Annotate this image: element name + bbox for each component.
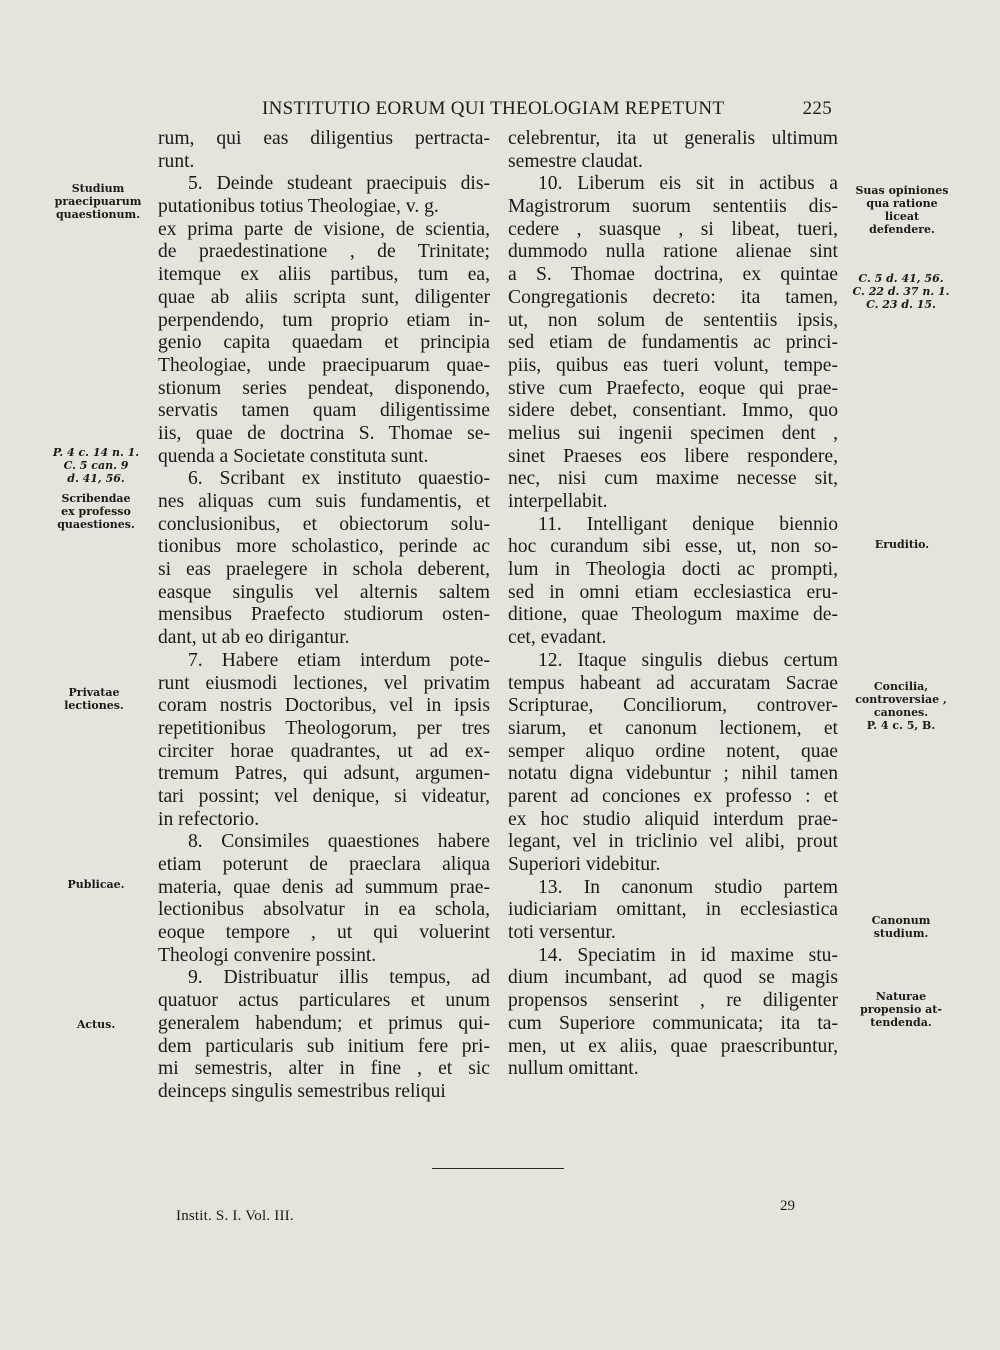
margin-note-privatae xyxy=(44,686,144,712)
text-line: quatuor actus particulares et unum xyxy=(158,990,490,1012)
margin-note-line: Eruditio. xyxy=(874,538,930,551)
text-line: mi semestris, alter in fine , et sic xyxy=(158,1058,490,1080)
margin-note-line: P. 4 c. 5, B. xyxy=(866,719,936,732)
text-line: lum in Theologia docti ac prompti, xyxy=(508,559,838,581)
text-line: coram nostris Doctoribus, vel in ipsis xyxy=(158,695,490,717)
right-text-column xyxy=(508,128,838,1081)
text-line: rum, qui eas diligentius pertracta- xyxy=(158,128,490,149)
text-line: lectionibus absolvatur in ea schola, xyxy=(158,899,490,921)
margin-note-line: C. 5 d. 41, 56. xyxy=(858,272,944,285)
text-line: Scripturae, Conciliorum, controver- xyxy=(508,695,838,717)
text-line: sed etiam de fundamentis ac princi- xyxy=(508,332,838,354)
page-number: 225 xyxy=(802,98,832,119)
footer-rule xyxy=(432,1168,564,1169)
running-title: INSTITUTIO EORUM QUI THEOLOGIAM REPETUNT xyxy=(262,98,725,119)
text-line: sed in omni etiam ecclesiastica eru- xyxy=(508,581,838,603)
margin-note-canonum xyxy=(846,914,956,940)
text-line: sinet Praeses eos libere respondere, xyxy=(508,445,838,467)
text-line: Theologiae, unde praecipuarum quae- xyxy=(158,354,490,376)
margin-note-scribendae xyxy=(44,492,148,531)
text-line: perpendendo, tum proprio etiam in- xyxy=(158,309,490,331)
margin-note-line: C. 23 d. 15. xyxy=(866,298,936,311)
text-line: circiter horae quadrantes, ut ad ex- xyxy=(158,740,490,762)
text-line: mensibus Praefecto studiorum osten- xyxy=(158,604,490,626)
text-line: Magistrorum suorum sententiis dis- xyxy=(508,196,838,218)
text-line: ex hoc studio aliquid interdum prae- xyxy=(508,808,838,830)
running-head xyxy=(150,98,840,126)
margin-note-line: Publicae. xyxy=(67,878,125,891)
margin-note-line: lectiones. xyxy=(64,699,124,712)
text-line: 7. Habere etiam interdum pote- xyxy=(188,649,490,671)
printer-signature: Instit. S. I. Vol. III. xyxy=(176,1208,294,1224)
text-line: putationibus totius Theologiae, v. g. xyxy=(158,196,439,218)
margin-note-line: propensio at- xyxy=(860,1003,942,1016)
text-line: cet, evadant. xyxy=(508,627,607,649)
text-line: legant, vel in triclinio vel alibi, prout xyxy=(508,831,838,853)
sheet-number: 29 xyxy=(780,1198,795,1214)
text-line: ditione, quae Theologum maxime de- xyxy=(508,604,838,626)
text-line: ex prima parte de visione, de scientia, xyxy=(158,218,490,240)
margin-note-line: Actus. xyxy=(76,1018,116,1031)
margin-note-line: d. 41, 56. xyxy=(67,472,125,485)
text-line: 5. Deinde studeant praecipuis dis- xyxy=(188,173,490,195)
text-line: tari possint; vel denique, si videatur, xyxy=(158,785,490,807)
text-line: repetitionibus Theologorum, per tres xyxy=(158,717,490,739)
text-line: dem particularis sub initium fere pri- xyxy=(158,1035,490,1057)
text-line: Superiori videbitur. xyxy=(508,854,661,875)
margin-note-suas-opiniones xyxy=(848,184,956,236)
text-line: nec, nisi cum maxime necesse sit, xyxy=(508,468,838,490)
text-line: dium incumbant, ad quod se magis xyxy=(508,967,838,989)
margin-note-line: Canonum xyxy=(871,914,931,927)
text-line: piis, quibus eas tueri volunt, tempe- xyxy=(508,354,838,376)
text-line: siarum, et canonum lectionem, et xyxy=(508,717,838,739)
margin-note-line: Suas opiniones xyxy=(855,184,949,197)
margin-note-line: quaestiones. xyxy=(57,518,135,531)
text-line: in refectorio. xyxy=(158,808,260,830)
margin-note-studium xyxy=(48,182,148,221)
margin-note-line: C. 5 can. 9 xyxy=(63,459,129,472)
text-line: etiam poterunt de praeclara aliqua xyxy=(158,854,490,875)
text-line: generalem habendum; et primus qui- xyxy=(158,1012,490,1034)
text-line: materia, quae denis ad summum prae- xyxy=(158,876,490,898)
text-line: 11. Intelligant denique biennio xyxy=(538,513,838,535)
text-line: si eas praelegere in schola deberent, xyxy=(158,559,490,581)
text-line: a S. Thomae doctrina, ex quintae xyxy=(508,264,838,286)
margin-note-line: Scribendae xyxy=(61,492,131,505)
text-line: hoc curandum sibi esse, ut, non so- xyxy=(508,536,838,558)
text-line: runt. xyxy=(158,150,195,172)
margin-note-line: qua ratione xyxy=(866,197,938,210)
text-line: runt eiusmodi lectiones, vel privatim xyxy=(158,672,490,694)
text-line: dummodo nulla ratione alienae sint xyxy=(508,241,838,263)
text-line: 12. Itaque singulis diebus certum xyxy=(538,649,838,671)
text-line: stionum series pendeat, disponendo, xyxy=(158,377,490,399)
text-line: quenda a Societate constituta sunt. xyxy=(158,445,429,467)
left-text-column xyxy=(158,128,490,1104)
margin-note-naturae xyxy=(846,990,956,1029)
text-line: iudiciariam omittant, in ecclesiastica xyxy=(508,899,838,921)
text-line: melius sui ingenii specimen dent , xyxy=(508,422,838,444)
text-line: cedere , suasque , si libeat, tueri, xyxy=(508,218,838,240)
text-line: 8. Consimiles quaestiones habere xyxy=(188,831,490,853)
margin-note-line: controversiae , xyxy=(855,693,947,706)
margin-note-actus xyxy=(46,1018,146,1031)
text-line: 9. Distribuatur illis tempus, ad xyxy=(188,967,490,989)
margin-note-line: quaestionum. xyxy=(55,208,141,221)
margin-note-line: studium. xyxy=(873,927,929,940)
margin-note-line: ex professo xyxy=(61,505,131,518)
margin-note-line: C. 22 d. 37 n. 1. xyxy=(852,285,950,298)
text-line: conclusionibus, et obiectorum solu- xyxy=(158,513,490,535)
text-line: cum Superiore communicata; ita ta- xyxy=(508,1012,838,1034)
text-line: notatu digna videbuntur ; nihil tamen xyxy=(508,763,838,785)
margin-note-reference-left xyxy=(44,446,148,485)
text-line: toti versentur. xyxy=(508,922,616,944)
margin-note-line: P. 4 c. 14 n. 1. xyxy=(52,446,140,459)
text-line: de praedestinatione , de Trinitate; xyxy=(158,241,490,263)
text-line: dant, ut ab eo dirigantur. xyxy=(158,627,350,649)
text-line: celebrentur, ita ut generalis ultimum xyxy=(508,128,838,149)
margin-note-line: Studium xyxy=(71,182,125,195)
text-line: itemque ex aliis partibus, tum ea, xyxy=(158,264,490,286)
text-line: Congregationis decreto: ita tamen, xyxy=(508,286,838,308)
margin-note-publicae xyxy=(46,878,146,891)
text-line: 13. In canonum studio partem xyxy=(538,876,838,898)
text-line: 14. Speciatim in id maxime stu- xyxy=(538,944,838,966)
text-line: deinceps singulis semestribus reliqui xyxy=(158,1080,446,1102)
margin-note-reference-right xyxy=(846,272,956,311)
text-line: parent ad conciones ex professo : et xyxy=(508,785,838,807)
margin-note-line: tendenda. xyxy=(870,1016,932,1029)
text-line: tionibus more scholastico, perinde ac xyxy=(158,536,490,558)
text-line: propensos senserint , re diligenter xyxy=(508,990,838,1012)
text-line: servatis tamen quam diligentissime xyxy=(158,400,490,422)
text-line: sidere debet, consentiant. Immo, quo xyxy=(508,400,838,422)
text-line: 10. Liberum eis sit in actibus a xyxy=(538,173,838,195)
margin-note-line: praecipuarum xyxy=(54,195,142,208)
margin-note-line: canones. xyxy=(873,706,929,719)
text-line: genio capita quaedam et principia xyxy=(158,332,490,354)
text-line: nullum omittant. xyxy=(508,1058,639,1080)
margin-note-line: defendere. xyxy=(869,223,935,236)
text-line: quae ab aliis scripta sunt, diligenter xyxy=(158,286,490,308)
text-line: tremum Patres, qui adsunt, argumen- xyxy=(158,763,490,785)
margin-note-eruditio xyxy=(848,538,956,551)
text-line: tempus habeant ad accuratam Sacrae xyxy=(508,672,838,694)
text-line: easque singulis vel alternis saltem xyxy=(158,581,490,603)
text-line: Theologi convenire possint. xyxy=(158,944,377,966)
text-line: semestre claudat. xyxy=(508,150,643,172)
margin-note-concilia xyxy=(846,680,956,732)
text-line: ut, non solum de sententiis ipsis, xyxy=(508,309,838,331)
margin-note-line: Concilia, xyxy=(873,680,929,693)
text-line: men, ut ex aliis, quae praescribuntur, xyxy=(508,1035,838,1057)
text-line: stive cum Praefecto, eoque qui prae- xyxy=(508,377,838,399)
text-line: eoque tempore , ut qui voluerint xyxy=(158,922,490,944)
margin-note-line: liceat xyxy=(884,210,920,223)
margin-note-line: Naturae xyxy=(875,990,927,1003)
margin-note-line: Privatae xyxy=(68,686,120,699)
text-line: 6. Scribant ex instituto quaestio- xyxy=(188,468,490,490)
text-line: iis, quae de doctrina S. Thomae se- xyxy=(158,422,490,444)
text-line: semper aliquo ordine notent, quae xyxy=(508,740,838,762)
text-line: nes aliquas cum suis fundamentis, et xyxy=(158,491,490,512)
text-line: interpellabit. xyxy=(508,491,608,512)
